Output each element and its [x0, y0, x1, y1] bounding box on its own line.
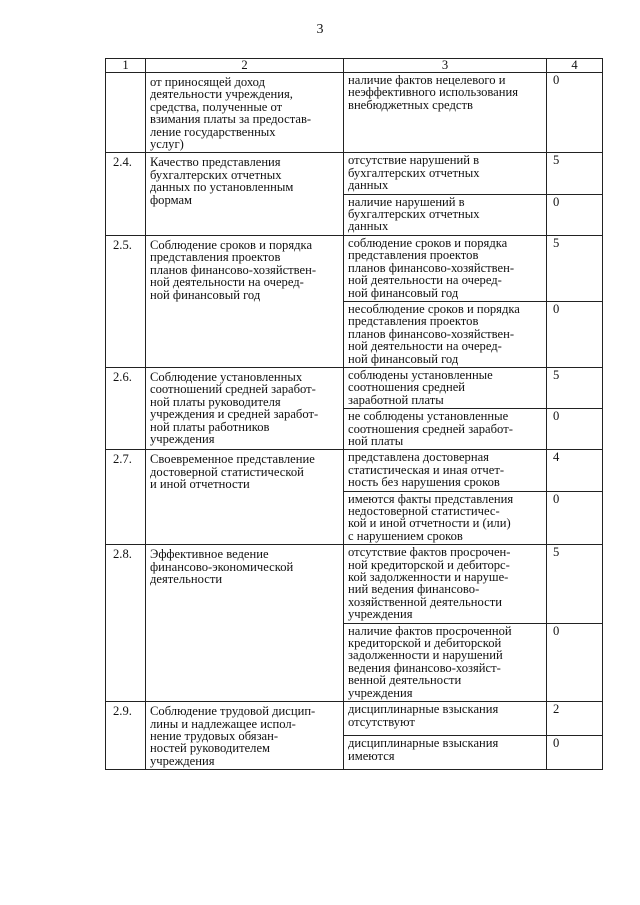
score-value: 0 [547, 491, 603, 545]
score-value: 5 [547, 235, 603, 301]
score-value: 2 [547, 702, 603, 736]
condition-text: отсутствие нарушений в бухгалтерских отчетных данных [344, 153, 547, 194]
score-value: 0 [547, 301, 603, 367]
condition-text: наличие фактов нецелевого и неэффективного использования внебюджетных средств [344, 73, 547, 153]
condition-text: наличие фактов просроченной кредиторской и дебиторской задолженности и нарушений ведения финансово-хозяйст- венной деятельности учреждения [344, 623, 547, 701]
column-header: 4 [547, 59, 603, 73]
condition-text: имеются факты представления недостоверной статистичес- кой и иной отчетности и (или) с нарушением сроков [344, 491, 547, 545]
column-header: 3 [344, 59, 547, 73]
condition-text: несоблюдение сроков и порядка представления проектов планов финансово-хозяйствен- ной деятельности на очеред- ной финансовый год [344, 301, 547, 367]
table-row [106, 367, 603, 408]
score-value: 0 [547, 736, 603, 770]
score-value: 0 [547, 73, 603, 153]
criterion-text: Качество представления бухгалтерских отчетных данных по установленным формам [146, 153, 344, 235]
criterion-number: 2.6. [106, 367, 146, 449]
score-value: 0 [547, 623, 603, 701]
table-row [106, 153, 603, 194]
table-row [106, 235, 603, 301]
criterion-text: Соблюдение установленных соотношений средней заработ- ной платы руководителя учреждения и средней заработ- ной платы работников учреждения [146, 367, 344, 449]
condition-text: дисциплинарные взыскания отсутствуют [344, 702, 547, 736]
table-header-row [106, 59, 603, 73]
table-row [106, 450, 603, 491]
criterion-number: 2.9. [106, 702, 146, 770]
criterion-text: Своевременное представление достоверной статистической и иной отчетности [146, 450, 344, 545]
criterion-number: 2.5. [106, 235, 146, 367]
criteria-table [105, 58, 603, 770]
criterion-number: 2.4. [106, 153, 146, 235]
column-header: 2 [146, 59, 344, 73]
criterion-text: Соблюдение сроков и порядка представления проектов планов финансово-хозяйствен- ной деятельности на очеред- ной финансовый год [146, 235, 344, 367]
criterion-number: 2.8. [106, 545, 146, 702]
score-value: 5 [547, 367, 603, 408]
page-number: 3 [316, 22, 324, 37]
criterion-text: от приносящей доход деятельности учреждения, средства, полученные от взимания платы за предостав- ление государственных услуг) [146, 73, 344, 153]
criterion-number: 2.7. [106, 450, 146, 545]
criterion-text: Соблюдение трудовой дисцип- лины и надлежащее испол- нение трудовых обязан- ностей руководителем учреждения [146, 702, 344, 770]
score-value: 5 [547, 545, 603, 623]
condition-text: соблюдены установленные соотношения средней заработной платы [344, 367, 547, 408]
condition-text: представлена достоверная статистическая и иная отчет- ность без нарушения сроков [344, 450, 547, 491]
score-value: 0 [547, 409, 603, 450]
criterion-number [106, 73, 146, 153]
table-row [106, 73, 603, 153]
condition-text: дисциплинарные взыскания имеются [344, 736, 547, 770]
condition-text: соблюдение сроков и порядка представления проектов планов финансово-хозяйствен- ной деятельности на очеред- ной финансовый год [344, 235, 547, 301]
score-value: 0 [547, 194, 603, 235]
score-value: 5 [547, 153, 603, 194]
criterion-text: Эффективное ведение финансово-экономической деятельности [146, 545, 344, 702]
table-row [106, 702, 603, 736]
condition-text: наличие нарушений в бухгалтерских отчетных данных [344, 194, 547, 235]
condition-text: отсутствие фактов просрочен- ной кредиторской и дебиторс- кой задолженности и наруше- ний ведения финансово- хозяйственной деятельности учреждения [344, 545, 547, 623]
table-row [106, 545, 603, 623]
column-header: 1 [106, 59, 146, 73]
condition-text: не соблюдены установленные соотношения средней заработ- ной платы [344, 409, 547, 450]
score-value: 4 [547, 450, 603, 491]
